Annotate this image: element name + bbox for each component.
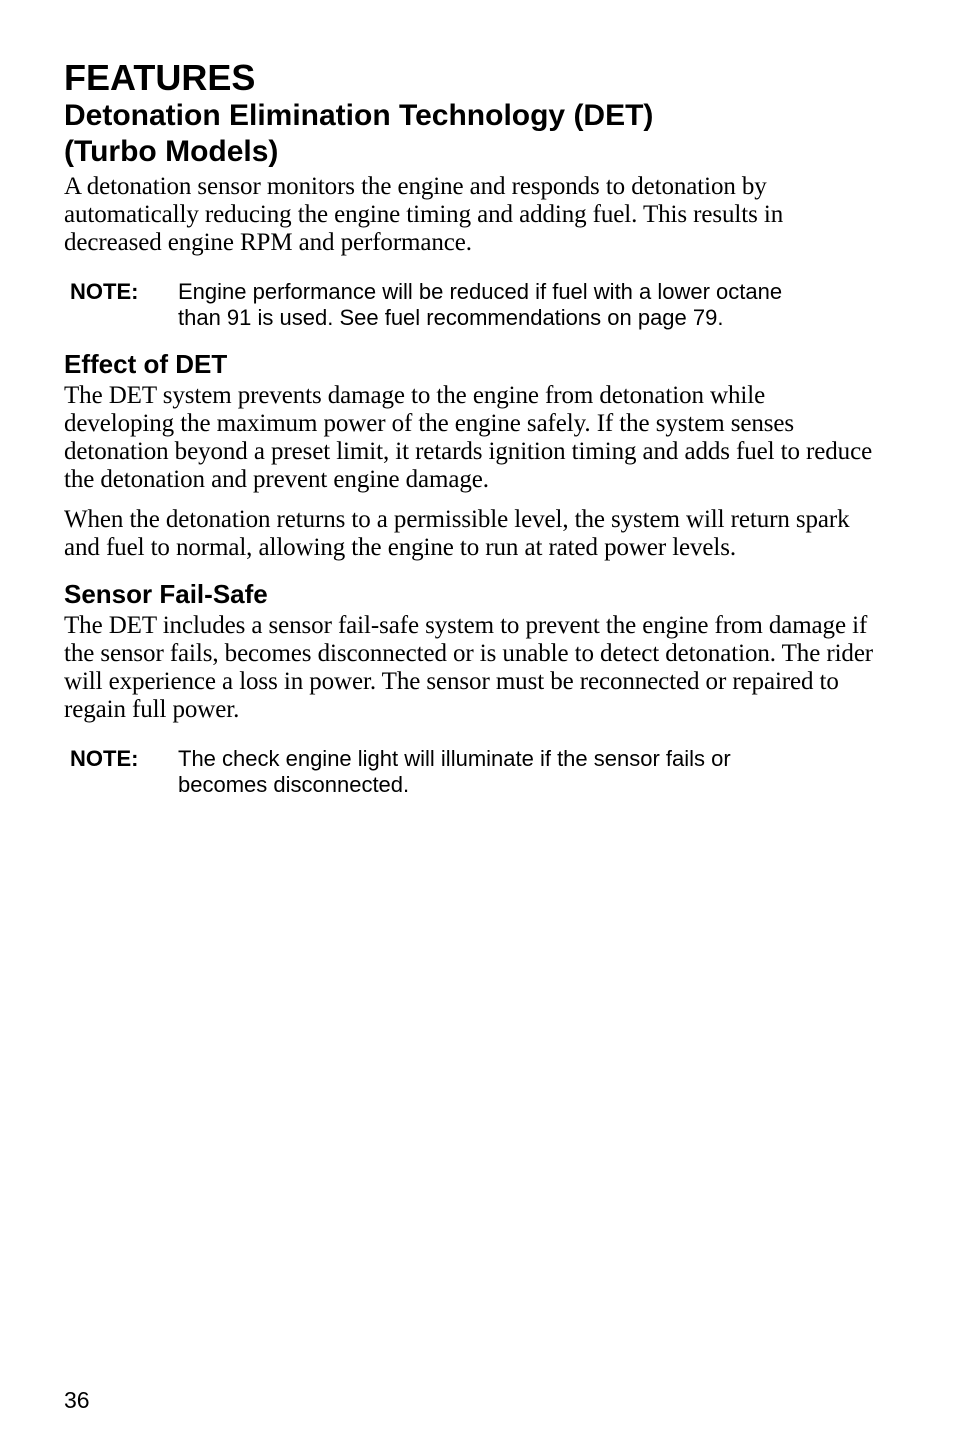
page-heading-line2: (Turbo Models) (64, 135, 279, 168)
page-number: 36 (64, 1387, 90, 1413)
failsafe-heading: Sensor Fail-Safe (64, 579, 268, 609)
effect-paragraph-1: The DET system prevents damage to the engine from detonation while developing the maximum power of the engine safely. If the system senses detonation beyond a preset limit, it retards ignition timing and adds fuel to reduce the detonation and prevent engine damage. (64, 382, 873, 493)
note-check-engine (70, 746, 874, 797)
intro-paragraph: A detonation sensor monitors the engine and responds to detonation by automatically reducing the engine timing and adding fuel. This results in decreased engine RPM and performance. (64, 173, 784, 256)
manual-page (64, 58, 874, 815)
failsafe-paragraph: The DET includes a sensor fail-safe system to prevent the engine from damage if the sensor fails, becomes disconnected or is unable to detect detonation. The rider will experience a loss in power. The sensor must be reconnected or repaired to regain full power. (64, 612, 874, 723)
effect-heading: Effect of DET (64, 349, 228, 379)
note-text: The check engine light will illuminate if the sensor fails or becomes disconnected. (178, 746, 731, 797)
note-fuel-octane (70, 279, 874, 330)
note-label: NOTE: (70, 746, 139, 771)
effect-paragraph-2: When the detonation returns to a permissible level, the system will return spark and fuel to normal, allowing the engine to run at rated power levels. (64, 506, 850, 561)
note-label: NOTE: (70, 279, 139, 304)
note-text: Engine performance will be reduced if fuel with a lower octane than 91 is used. See fuel recommendations on page 79. (178, 279, 783, 330)
page-heading-line1: Detonation Elimination Technology (DET) (64, 99, 654, 132)
page-heading (64, 98, 874, 170)
section-title: FEATURES (64, 57, 256, 98)
